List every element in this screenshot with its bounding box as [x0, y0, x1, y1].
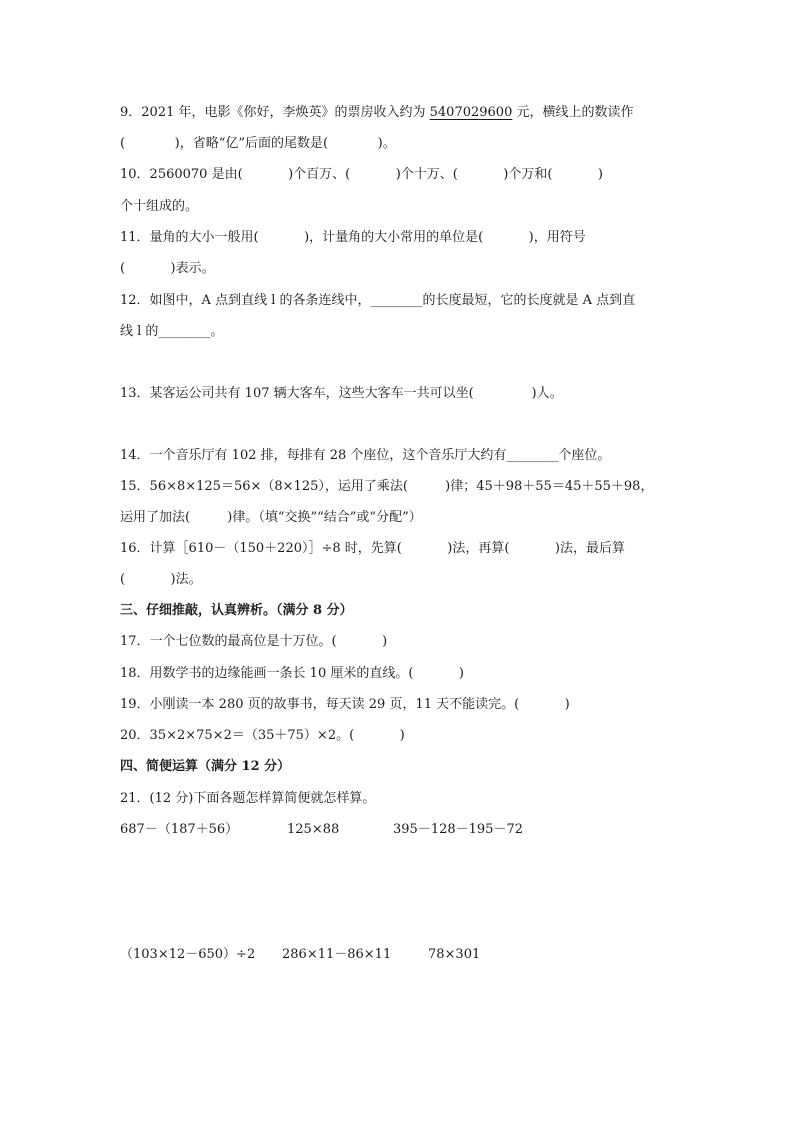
question-15-line-1: 15．56×8×125＝56×（8×125），运用了乘法( )律；45＋98＋55＝45＋55＋98， — [120, 479, 654, 494]
q9-text-b: 元，横线上的数读作 — [512, 105, 634, 120]
question-14: 14．一个音乐厅有 102 排，每排有 28 个座位，这个音乐厅大约有________个座位。 — [120, 448, 611, 463]
question-9-line-1 — [120, 104, 633, 122]
question-15-line-2: 运用了加法( )律。（填“交换”“结合”或“分配”） — [120, 510, 422, 525]
expression-4: （103×12－650）÷2 — [120, 947, 256, 962]
section-4-title: 四、简便运算（满分 12 分） — [120, 759, 291, 774]
question-10-line-1: 10．2560070 是由( )个百万、( )个十万、( )个万和( ) — [120, 167, 603, 182]
question-12-line-1: 12．如图中，A 点到直线 l 的各条连线中，________的长度最短，它的长度就是 A 点到直 — [120, 293, 636, 308]
expression-2: 125×88 — [287, 822, 340, 837]
question-18: 18．用数学书的边缘能画一条长 10 厘米的直线。( ) — [120, 666, 464, 681]
expression-3: 395－128－195－72 — [393, 822, 523, 837]
question-11-line-2: ( )表示。 — [120, 261, 215, 276]
question-16-line-2: ( )法。 — [120, 572, 202, 587]
question-19: 19．小刚读一本 280 页的故事书，每天读 29 页，11 天不能读完。( ) — [120, 697, 570, 712]
expression-6: 78×301 — [428, 947, 481, 962]
question-16-line-1: 16．计算［610－（150＋220）］÷8 时，先算( )法，再算( )法，最后算 — [120, 541, 625, 556]
question-11-line-1: 11．量角的大小一般用( )，计量角的大小常用的单位是( )，用符号 — [120, 230, 586, 245]
question-9-line-2: ( )，省略“亿”后面的尾数是( )。 — [120, 136, 396, 151]
question-10-line-2: 个十组成的。 — [120, 199, 199, 214]
question-12-line-2: 线 l 的________。 — [120, 324, 224, 339]
question-21: 21．(12 分)下面各题怎样算简便就怎样算。 — [120, 791, 376, 806]
question-17: 17．一个七位数的最高位是十万位。( ) — [120, 634, 388, 649]
expression-1: 687－（187＋56） — [120, 822, 239, 837]
section-3-title: 三、仔细推敲，认真辨析。（满分 8 分） — [120, 603, 353, 618]
question-13: 13．某客运公司共有 107 辆大客车，这些大客车一共可以坐( )人。 — [120, 386, 563, 401]
q9-underlined-number: 5407029600 — [429, 105, 513, 120]
question-20: 20．35×2×75×2＝（35＋75）×2。( ) — [120, 728, 405, 743]
expression-5: 286×11－86×11 — [282, 947, 392, 962]
q9-text-a: 9．2021 年，电影《你好，李焕英》的票房收入约为 — [120, 105, 430, 120]
